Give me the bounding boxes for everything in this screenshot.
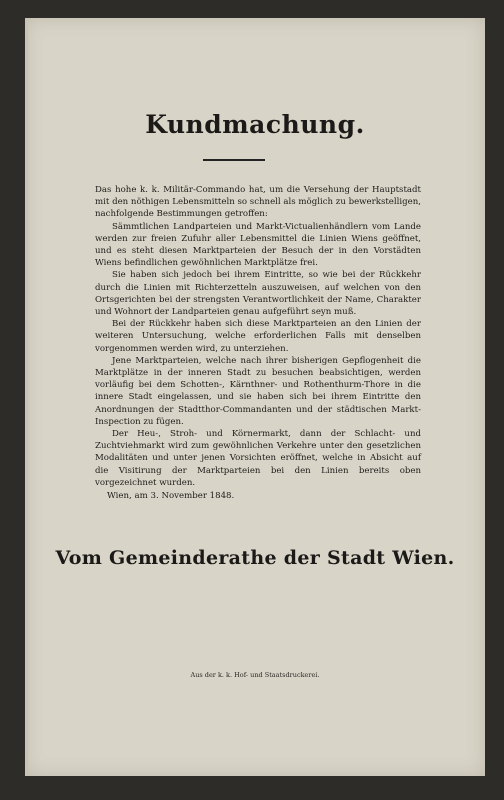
paragraph-inner-city: Jene Marktparteien, welche nach ihrer bisherigen Gepflogenheit die Marktplätze in der inneren Stadt zu besuchen beabsichtigen, werden vorläufig bei dem Schotten-, Kärnthner- und Rothenthurm-Thore in die innere Stadt eingelassen, und sie haben sich bei ihrem Eintritte den Anordnungen der Stadtthor-Commandanten und der städtischen Markt-Inspection zu fügen. (95, 355, 421, 427)
document-title: Kundmachung. (145, 110, 365, 139)
title-divider (203, 159, 265, 161)
document-body (95, 184, 421, 502)
paragraph-entry: Sie haben sich jedoch bei ihrem Eintritte, so wie bei der Rückkehr durch die Linien mit Richterzetteln auszuweisen, auf welchen von den Ortsgerichten bei der strengsten Verantwortlichkeit der Name, Charakter und Wohnort der Landparteien genau aufgeführt seyn muß. (95, 270, 421, 318)
date-line: Wien, am 3. November 1848. (107, 491, 235, 502)
paragraph-supply: Sämmtlichen Landparteien und Markt-Victualienhändlern vom Lande werden zur freien Zufuhr aller Lebensmittel die Linien Wiens geöffnet, und es steht diesen Marktparteien der Besuch der in den Vorstädten Wiens befindlichen gewöhnlichen Marktplätze frei. (95, 221, 421, 269)
printer-imprint: Aus der k. k. Hof- und Staatsdruckerei. (190, 671, 320, 679)
paragraph-markets: Der Heu-, Stroh- und Körnermarkt, dann der Schlacht- und Zuchtviehmarkt wird zum gewöhnlichen Verkehre unter den gesetzlichen Modalitäten und unter jenen Vorsichten eröffnet, welche in Absicht auf die Visitirung der Marktparteien bei den Linien bereits oben vorgezeichnet wurden. (95, 429, 421, 488)
issuer-signature: Vom Gemeinderathe der Stadt Wien. (55, 547, 455, 569)
paragraph-intro: Das hohe k. k. Militär-Commando hat, um die Versehung der Hauptstadt mit den nöthigen Lebensmitteln so schnell als möglich zu bewerkstelligen, nachfolgende Bestimmungen getroffen: (95, 185, 421, 220)
document-page (25, 18, 485, 776)
paragraph-return: Bei der Rückkehr haben sich diese Marktparteien an den Linien der weiteren Untersuchung, welche erforderlichen Falls mit denselben vorgenommen werden wird, zu unterziehen. (95, 319, 421, 354)
